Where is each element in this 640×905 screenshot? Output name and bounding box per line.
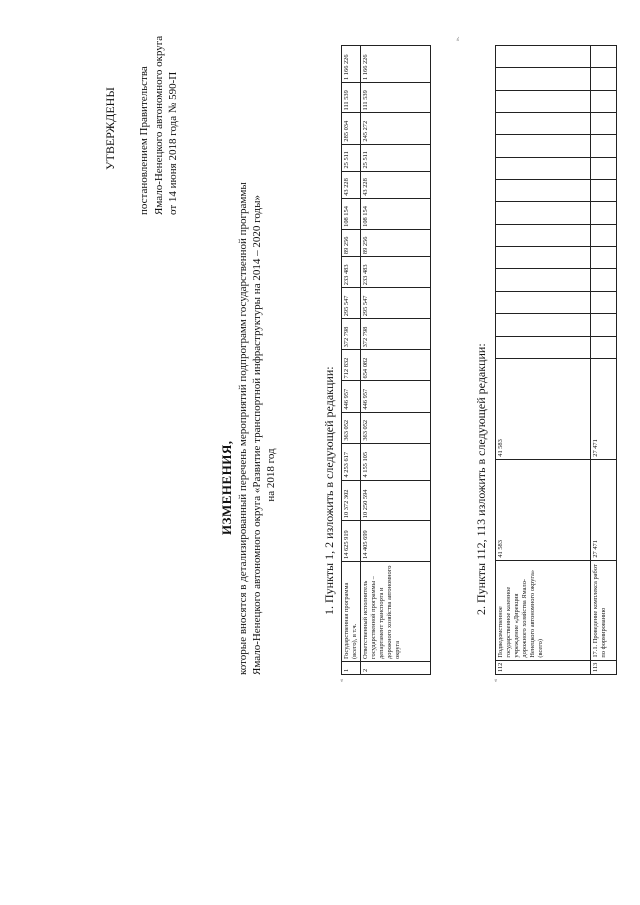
- value-cell: [496, 336, 591, 358]
- value-cell: 372 798: [342, 319, 361, 350]
- row-number: 113: [591, 660, 617, 674]
- table-row: [591, 46, 617, 675]
- value-cell: 712 832: [342, 350, 361, 381]
- value-cell: [496, 157, 591, 179]
- value-cell: 295 547: [361, 288, 431, 319]
- value-cell: 363 052: [342, 412, 361, 443]
- value-cell: [591, 269, 617, 291]
- decree-line: Ямало-Ненецкого автономного округа: [152, 35, 165, 215]
- value-cell: [496, 247, 591, 269]
- row-number: 112: [496, 660, 591, 674]
- value-cell: 43 228: [342, 171, 361, 198]
- value-cell: 245 272: [361, 113, 431, 144]
- value-cell: 111 539: [361, 82, 431, 113]
- value-cell: 285 034: [342, 113, 361, 144]
- value-cell: 1 166 226: [361, 46, 431, 83]
- row-name: Государственная программа (всего), в т.ч.: [342, 562, 361, 662]
- table-row: [361, 46, 431, 675]
- value-cell: [496, 224, 591, 246]
- subtitle-line: на 2018 год: [265, 448, 277, 502]
- value-cell: 295 547: [342, 288, 361, 319]
- value-cell: [496, 46, 591, 68]
- value-cell: 27 471: [591, 358, 617, 459]
- section-1-heading: 1. Пункты 1, 2 изложить в следующей редакции:: [322, 366, 336, 615]
- value-cell: 111 539: [342, 82, 361, 113]
- subtitle-line: которые вносятся в детализированный перечень мероприятий подпрограмм государственной программы: [237, 182, 249, 675]
- value-cell: [496, 68, 591, 90]
- value-cell: [496, 180, 591, 202]
- value-cell: 10 372 302: [342, 480, 361, 521]
- value-cell: 654 082: [361, 350, 431, 381]
- value-cell: 41 583: [496, 459, 591, 560]
- approved-label: УТВЕРЖДЕНЫ: [103, 87, 117, 170]
- value-cell: [591, 90, 617, 112]
- decree-line: постановлением Правительства: [138, 66, 150, 215]
- value-cell: 25 511: [342, 144, 361, 171]
- value-cell: 233 483: [361, 257, 431, 288]
- section-2-heading: 2. Пункты 112, 113 изложить в следующей редакции:: [474, 343, 488, 615]
- value-cell: 233 483: [342, 257, 361, 288]
- value-cell: 1 166 226: [342, 46, 361, 83]
- row-name: Ответственный исполнитель государственной программы – департамент транспорта и дорожного хозяйства автономного округа: [361, 562, 431, 662]
- value-cell: [591, 180, 617, 202]
- value-cell: [591, 224, 617, 246]
- subtitle-line: Ямало-Ненецкого автономного округа «Развитие транспортной инфраструктуры на 2014 – 2020 годы»: [251, 195, 263, 675]
- value-cell: 27 471: [591, 459, 617, 560]
- value-cell: 4 155 105: [361, 443, 431, 480]
- decree-reference: [137, 15, 181, 215]
- row-name: 17.1. Проведение комплекса работ по формированию: [591, 560, 617, 660]
- value-cell: 4 253 617: [342, 443, 361, 480]
- section-1-table: [341, 45, 431, 675]
- value-cell: 89 256: [361, 229, 431, 256]
- value-cell: [496, 314, 591, 336]
- value-cell: [591, 336, 617, 358]
- value-cell: 108 154: [361, 198, 431, 229]
- value-cell: 446 957: [342, 381, 361, 412]
- value-cell: [496, 135, 591, 157]
- value-cell: 14 625 919: [342, 521, 361, 562]
- value-cell: 372 798: [361, 319, 431, 350]
- decree-line: от 14 июня 2018 года № 590-П: [167, 71, 179, 215]
- value-cell: [591, 157, 617, 179]
- table-row: [342, 46, 361, 675]
- document-title: ИЗМЕНЕНИЯ,: [219, 440, 234, 535]
- value-cell: [591, 113, 617, 135]
- value-cell: [591, 135, 617, 157]
- value-cell: [496, 113, 591, 135]
- value-cell: 25 511: [361, 144, 431, 171]
- section-2-table: [495, 45, 617, 675]
- value-cell: 43 228: [361, 171, 431, 198]
- value-cell: 14 405 699: [361, 521, 431, 562]
- value-cell: [591, 314, 617, 336]
- quote-open-mark: «: [339, 679, 345, 682]
- value-cell: [591, 68, 617, 90]
- row-name: Подведомственное государственное казенное учреждение «Дирекция дорожного хозяйства Ямало-Ненецкого автономного округа» (всего): [496, 560, 591, 660]
- quote-close-mark: ».: [455, 36, 461, 41]
- value-cell: 89 256: [342, 229, 361, 256]
- value-cell: 446 957: [361, 381, 431, 412]
- value-cell: [591, 247, 617, 269]
- value-cell: [496, 269, 591, 291]
- value-cell: 10 250 594: [361, 480, 431, 521]
- value-cell: [591, 46, 617, 68]
- value-cell: [496, 90, 591, 112]
- row-number: 1: [342, 662, 361, 675]
- document-subtitle: [236, 182, 278, 675]
- value-cell: 41 583: [496, 358, 591, 459]
- value-cell: 363 052: [361, 412, 431, 443]
- quote-open-mark: «: [493, 679, 499, 682]
- value-cell: [591, 202, 617, 224]
- row-number: 2: [361, 662, 431, 675]
- value-cell: [496, 291, 591, 313]
- value-cell: [591, 291, 617, 313]
- table-row: [496, 46, 591, 675]
- value-cell: 108 154: [342, 198, 361, 229]
- value-cell: [496, 202, 591, 224]
